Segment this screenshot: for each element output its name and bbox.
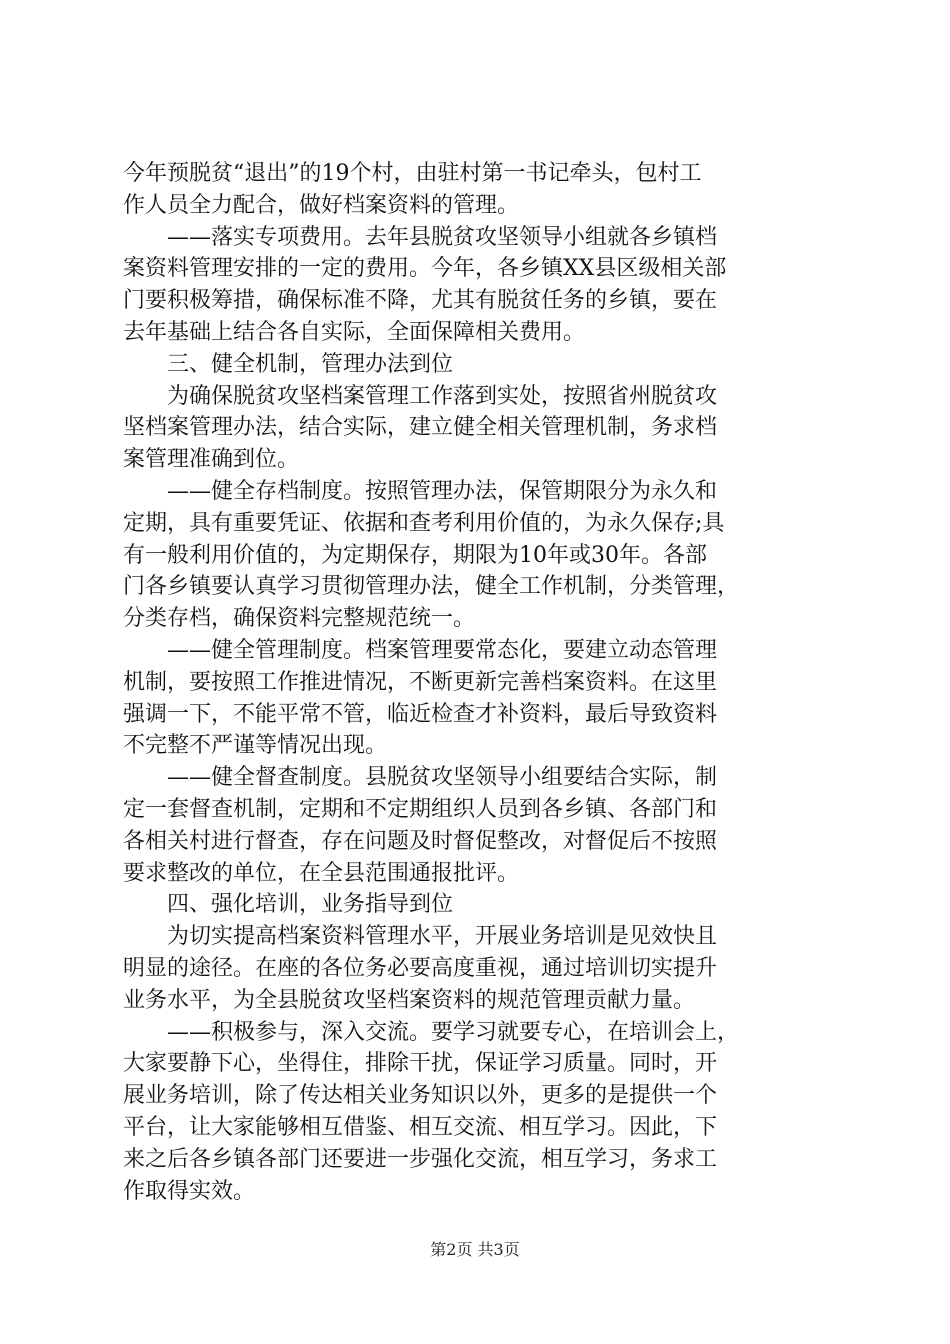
- text-line: 作人员全力配合，做好档案资料的管理。: [123, 192, 520, 218]
- text-line: ——积极参与，深入交流。要学习就要专心，在培训会上，: [123, 1019, 740, 1045]
- text-line: ——落实专项费用。去年县脱贫攻坚领导小组就各乡镇档: [123, 224, 718, 250]
- text-line: 四、强化培训，业务指导到位: [123, 892, 454, 918]
- text-line: 大家要静下心，坐得住，排除干扰，保证学习质量。同时，开: [123, 1051, 718, 1077]
- text-line: 为切实提高档案资料管理水平，开展业务培训是见效快且: [123, 924, 718, 950]
- text-line: 分类存档，确保资料完整规范统一。: [123, 606, 476, 632]
- text-line: 定期，具有重要凭证、依据和查考利用价值的，为永久保存;具: [123, 510, 725, 536]
- page-footer: 第2页 共3页: [430, 1240, 520, 1259]
- text-line: 不完整不严谨等情况出现。: [123, 733, 388, 759]
- text-line: 来之后各乡镇各部门还要进一步强化交流，相互学习，务求工: [123, 1146, 718, 1172]
- text-line: ——健全督查制度。县脱贫攻坚领导小组要结合实际，制: [123, 765, 718, 791]
- text-line: ——健全管理制度。档案管理要常态化，要建立动态管理: [123, 637, 718, 663]
- text-line: 要求整改的单位，在全县范围通报批评。: [123, 860, 520, 886]
- text-line: 三、健全机制，管理办法到位: [123, 351, 454, 377]
- text-line: 门要积极筹措，确保标准不降，尤其有脱贫任务的乡镇，要在: [123, 288, 718, 314]
- text-line: 展业务培训，除了传达相关业务知识以外，更多的是提供一个: [123, 1083, 718, 1109]
- text-line: 机制，要按照工作推进情况，不断更新完善档案资料。在这里: [123, 669, 718, 695]
- text-line: 有一般利用价值的，为定期保存，期限为10年或30年。各部: [123, 542, 707, 568]
- text-line: 案资料管理安排的一定的费用。今年，各乡镇XX县区级相关部: [123, 256, 727, 282]
- text-line: 去年基础上结合各自实际，全面保障相关费用。: [123, 319, 586, 345]
- text-line: ——健全存档制度。按照管理办法，保管期限分为永久和: [123, 478, 718, 504]
- text-line: 门各乡镇要认真学习贯彻管理办法，健全工作机制，分类管理，: [123, 574, 740, 600]
- document-body: [123, 158, 835, 1207]
- text-line: 强调一下，不能平常不管，临近检查才补资料，最后导致资料: [123, 701, 718, 727]
- text-line: 定一套督查机制，定期和不定期组织人员到各乡镇、各部门和: [123, 796, 718, 822]
- text-line: 作取得实效。: [123, 1178, 256, 1204]
- text-line: 今年预脱贫“退出”的19个村，由驻村第一书记牵头，包村工: [123, 161, 702, 186]
- text-line: 业务水平，为全县脱贫攻坚档案资料的规范管理贡献力量。: [123, 987, 696, 1013]
- text-line: 各相关村进行督查，存在问题及时督促整改，对督促后不按照: [123, 828, 718, 854]
- text-line: 案管理准确到位。: [123, 447, 300, 473]
- text-line: 为确保脱贫攻坚档案管理工作落到实处，按照省州脱贫攻: [123, 383, 718, 409]
- text-line: 平台，让大家能够相互借鉴、相互交流、相互学习。因此，下: [123, 1114, 718, 1140]
- text-line: 明显的途径。在座的各位务必要高度重视，通过培训切实提升: [123, 955, 718, 981]
- text-line: 坚档案管理办法，结合实际，建立健全相关管理机制，务求档: [123, 415, 718, 441]
